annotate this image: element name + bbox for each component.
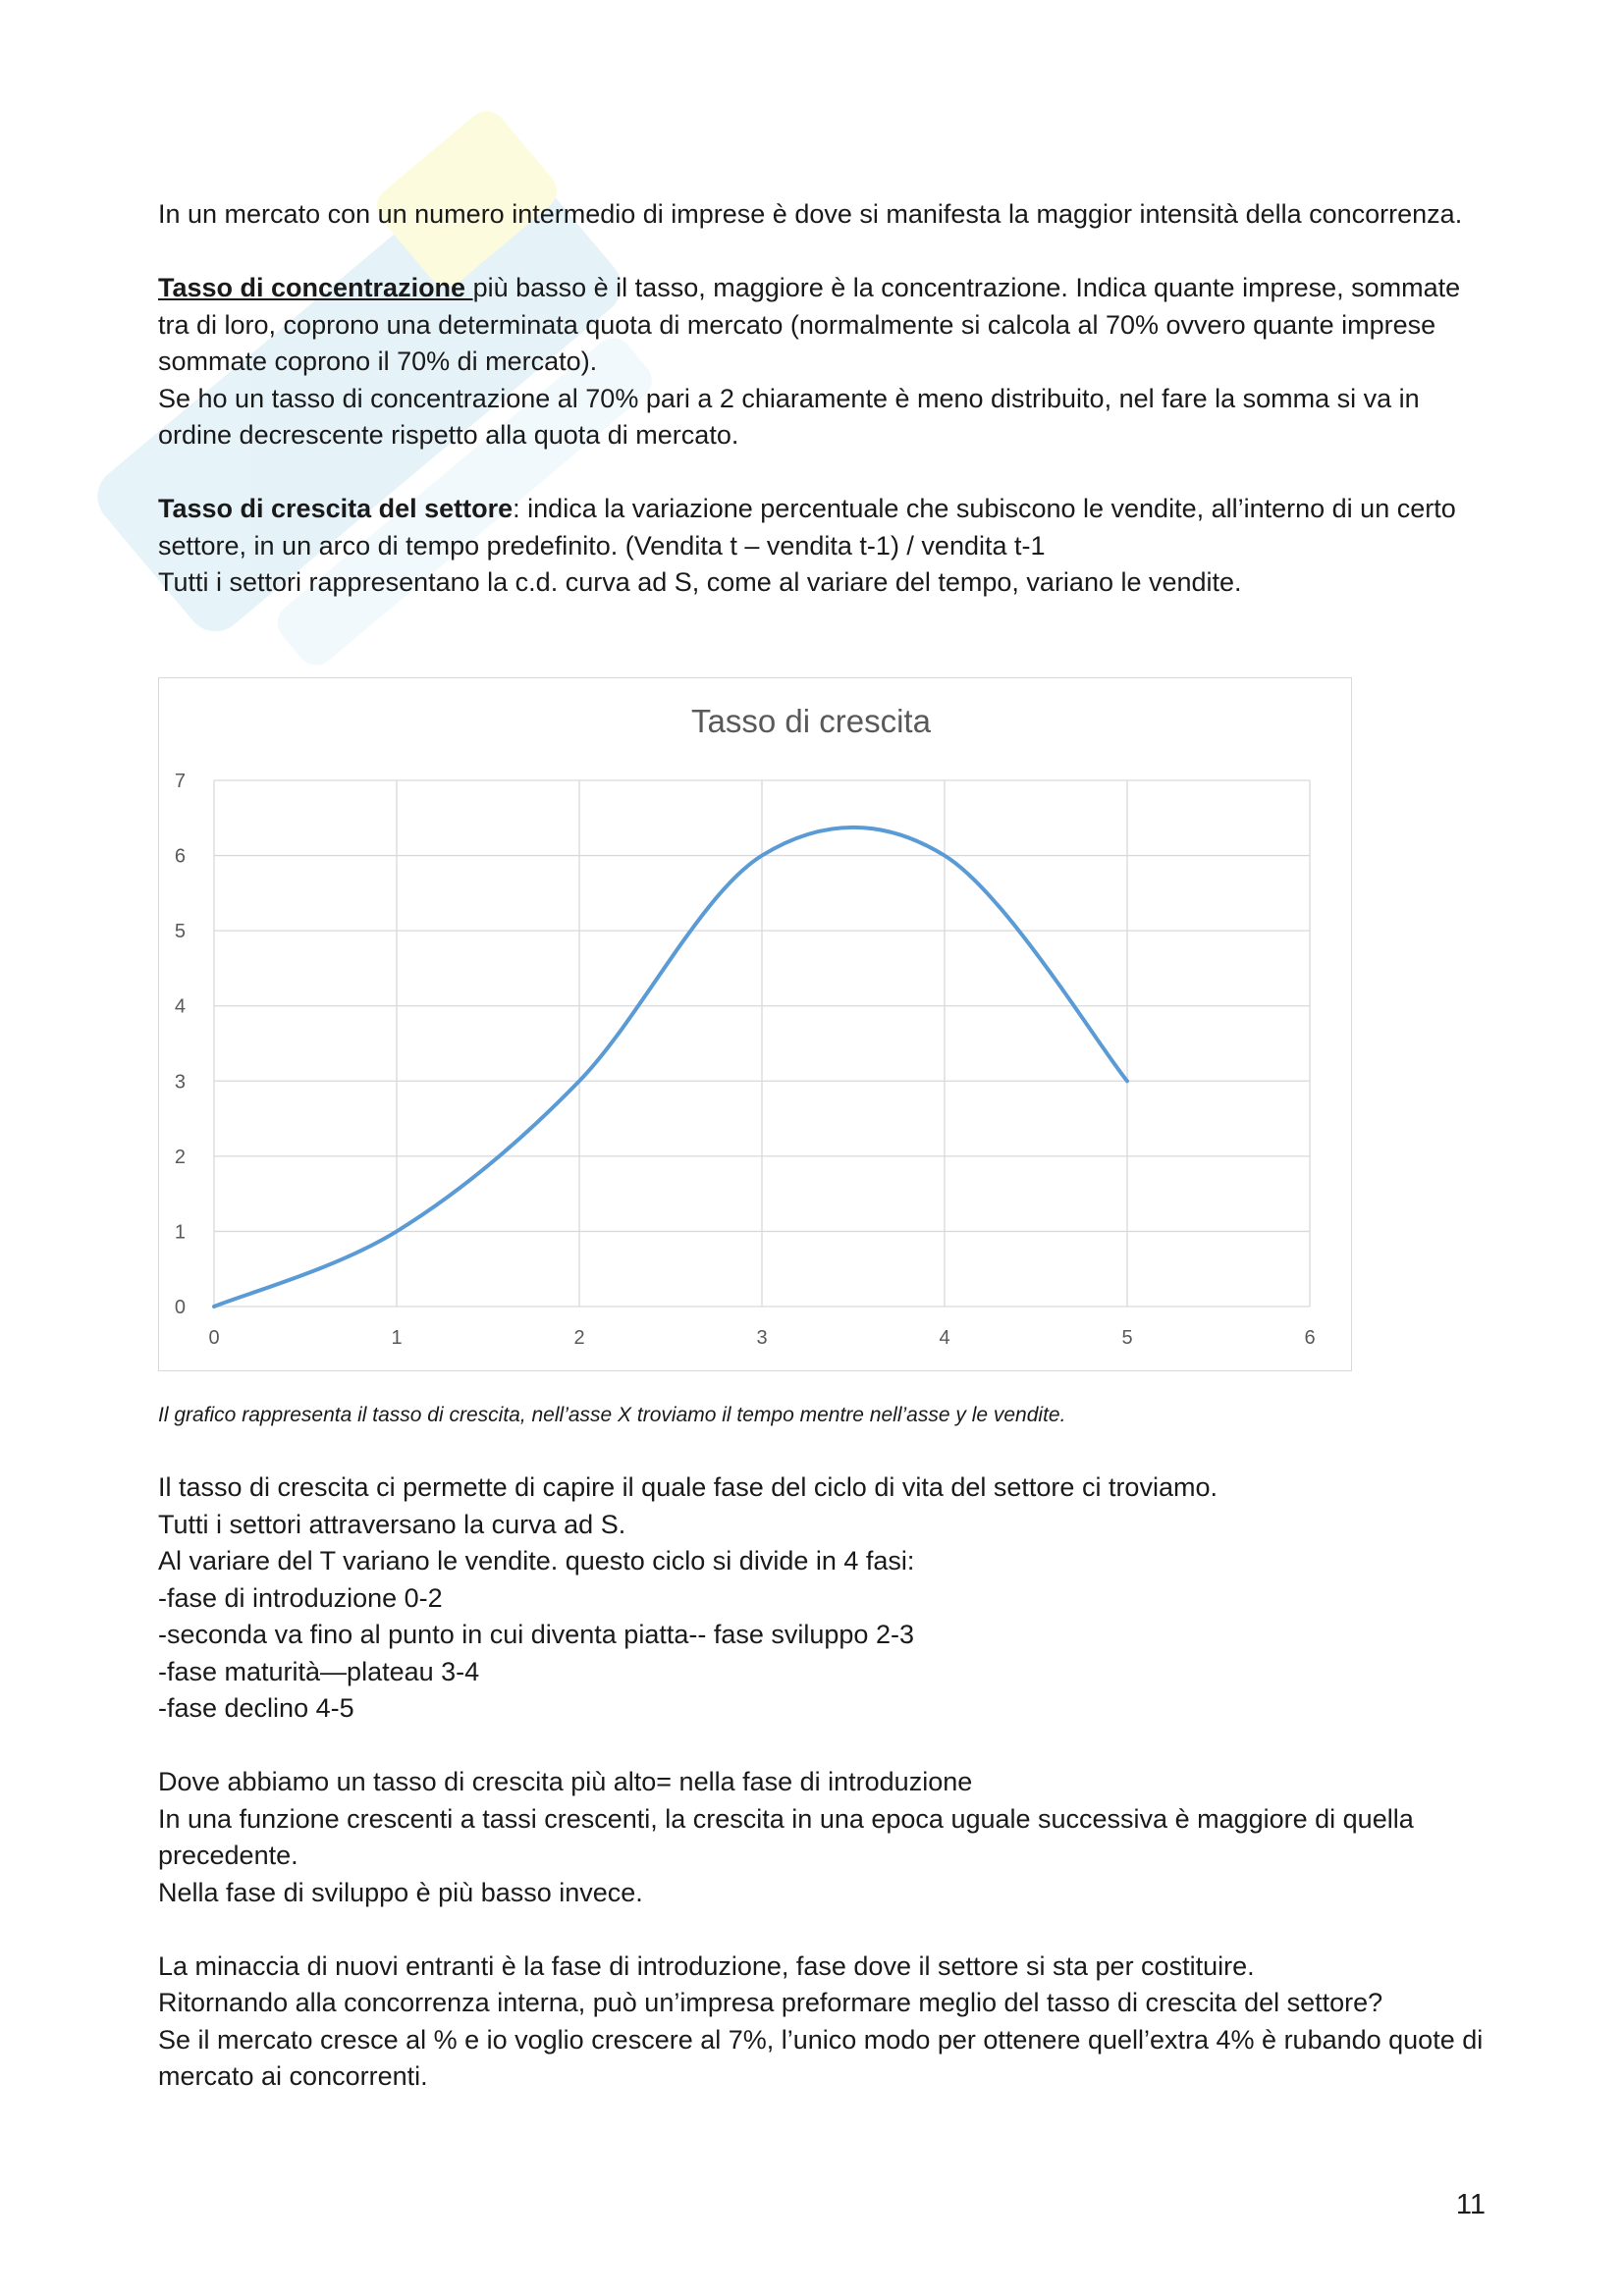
- page-number: 11: [1455, 2189, 1486, 2220]
- lower-line: Dove abbiamo un tasso di crescita più alto= nella fase di introduzione: [158, 1767, 973, 1796]
- term-concentration: Tasso di concentrazione: [158, 273, 473, 302]
- lower-line: Nella fase di sviluppo è più basso invece.: [158, 1877, 643, 1907]
- lower-line: Al variare del T variano le vendite. questo ciclo si divide in 4 fasi:: [158, 1546, 915, 1575]
- phase-item: -fase maturità—plateau 3-4: [158, 1656, 480, 1686]
- x-tick-label: 4: [939, 1327, 950, 1349]
- x-tick-label: 1: [391, 1327, 403, 1349]
- paragraph-intro: In un mercato con un numero intermedio di imprese è dove si manifesta la maggior intensità della concorrenza.: [158, 199, 1463, 229]
- y-tick-label: 7: [174, 771, 186, 792]
- lower-line: Se il mercato cresce al % e io voglio crescere al 7%, l’unico modo per ottenere quell’extra 4% è rubando quote di mercato ai concorrenti.: [158, 2024, 1484, 2091]
- growth-definition: : indica la variazione percentuale che subiscono le vendite, all’interno di un certo settore, in un arco di tempo predefinito. (Vendita t – vendita t-1) / vendita t-1: [158, 494, 1456, 561]
- lower-line: Tutti i settori attraversano la curva ad S.: [158, 1509, 626, 1539]
- x-tick-label: 6: [1304, 1327, 1316, 1349]
- x-tick-label: 2: [573, 1327, 585, 1349]
- growth-chart: [158, 677, 1352, 1371]
- document-body: [158, 196, 1493, 602]
- concentration-definition: più basso è il tasso, maggiore è la concentrazione. Indica quante imprese, sommate tra di loro, coprono una determinata quota di mercato (normalmente si calcola al 70% ovvero quante imprese sommate coprono il 70% di mercato).: [158, 273, 1461, 376]
- growth-chart-svg: [159, 678, 1351, 1370]
- paragraph-growth: [158, 491, 1493, 564]
- paragraph-s-curve: Tutti i settori rappresentano la c.d. curva ad S, come al variare del tempo, variano le vendite.: [158, 567, 1242, 597]
- lower-body: [158, 1469, 1493, 2096]
- y-tick-label: 6: [174, 845, 186, 868]
- x-tick-label: 3: [756, 1327, 768, 1349]
- chart-title: Tasso di crescita: [691, 703, 931, 739]
- y-tick-label: 0: [174, 1297, 186, 1318]
- phase-item: -fase di introduzione 0-2: [158, 1582, 443, 1613]
- y-tick-label: 4: [174, 995, 186, 1018]
- lower-line: Il tasso di crescita ci permette di capire il quale fase del ciclo di vita del settore ci troviamo.: [158, 1472, 1218, 1502]
- x-tick-label: 5: [1121, 1327, 1133, 1349]
- paragraph-concentration-example: Se ho un tasso di concentrazione al 70% pari a 2 chiaramente è meno distribuito, nel fare la somma si va in ordine decrescente rispetto alla quota di mercato.: [158, 383, 1420, 450]
- paragraph-concentration: [158, 270, 1493, 381]
- y-tick-label: 2: [174, 1146, 186, 1168]
- phase-item: -seconda va fino al punto in cui diventa piatta-- fase sviluppo 2-3: [158, 1620, 914, 1649]
- y-tick-label: 1: [174, 1221, 186, 1244]
- lower-line: In una funzione crescenti a tassi crescenti, la crescita in una epoca uguale successiva è maggiore di quella precedente.: [158, 1803, 1414, 1870]
- x-tick-label: 0: [208, 1327, 220, 1349]
- chart-caption: Il grafico rappresenta il tasso di crescita, nell’asse X troviamo il tempo mentre nell’asse y le vendite.: [158, 1404, 1066, 1426]
- lower-line: La minaccia di nuovi entranti è la fase di introduzione, fase dove il settore si sta per costituire.: [158, 1950, 1255, 1981]
- series-line: [214, 828, 1127, 1307]
- lower-line: Ritornando alla concorrenza interna, può un’impresa preformare meglio del tasso di crescita del settore?: [158, 1988, 1383, 2017]
- term-growth-rate: Tasso di crescita del settore: [158, 494, 514, 523]
- phase-item: -fase declino 4-5: [158, 1693, 354, 1723]
- y-tick-label: 5: [174, 921, 186, 943]
- y-tick-label: 3: [174, 1071, 186, 1094]
